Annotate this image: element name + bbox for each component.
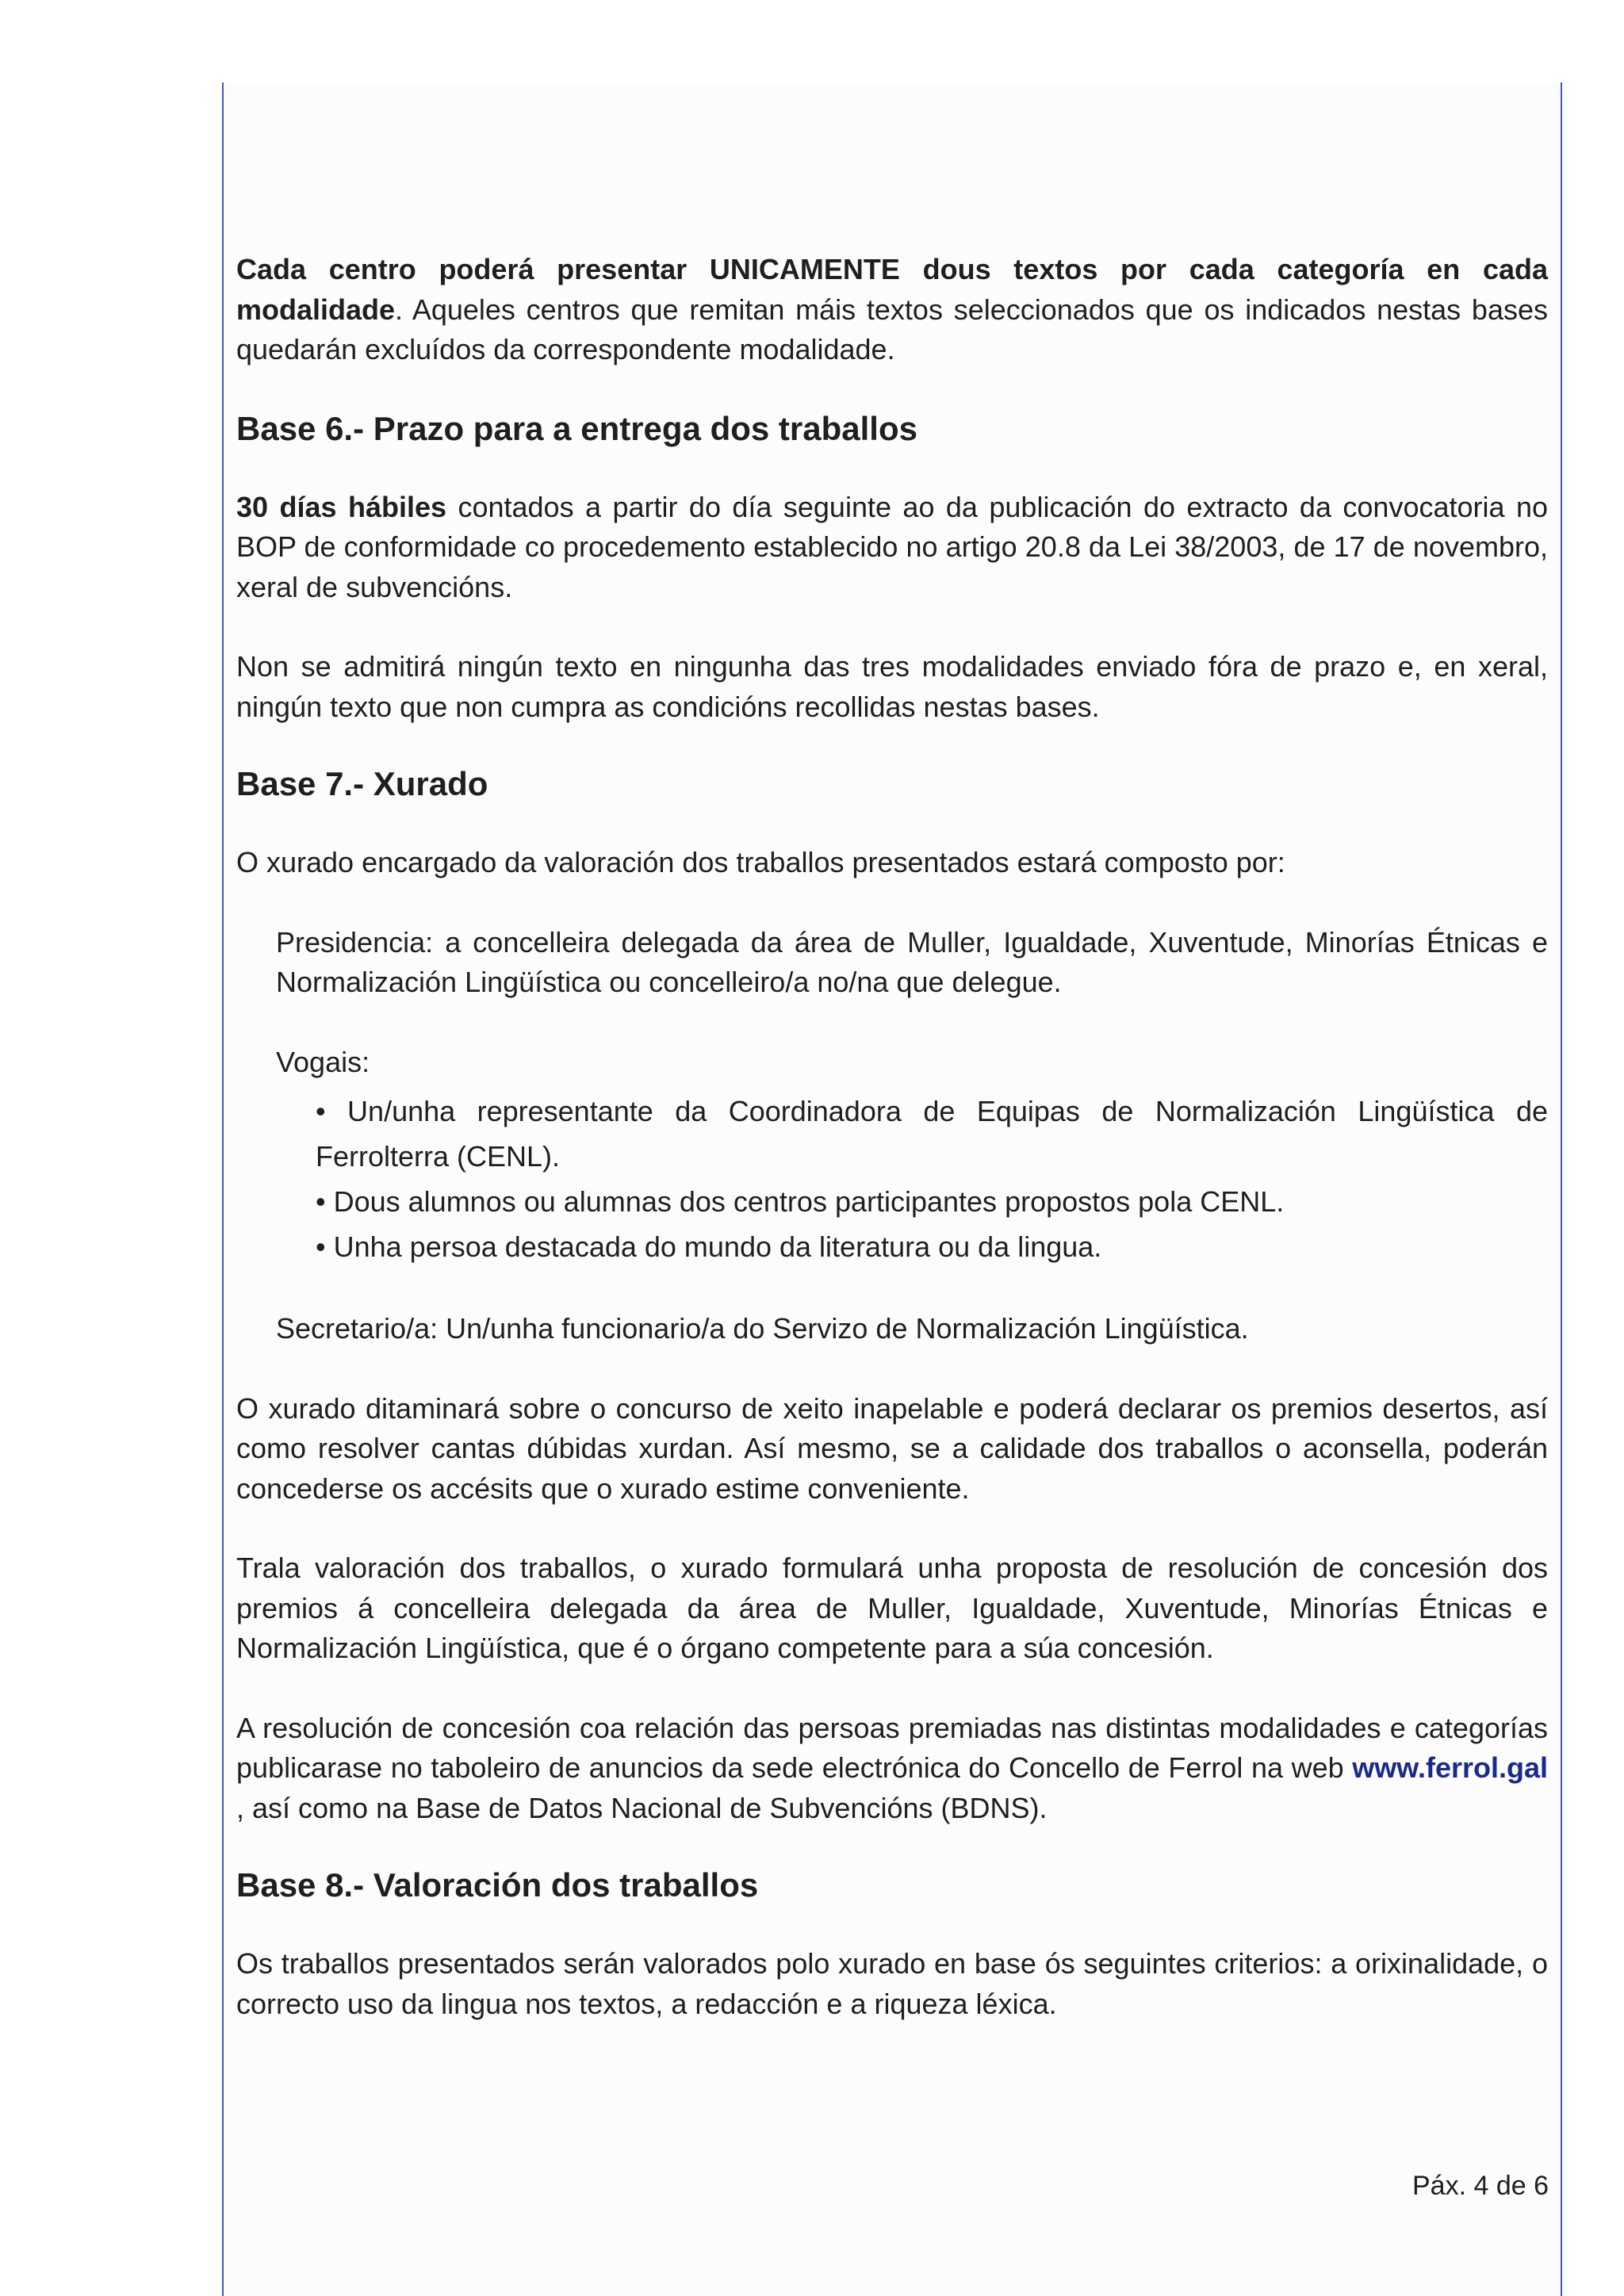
base6-p1-rest: contados a partir do día seguinte ao da publicación do extracto da convocatoria no BOP de conformidade co procedemento establecido no artigo 20.8 da Lei 38/2003, de 17 de novembro, xeral de subvencións. <box>236 490 1548 603</box>
intro-paragraph <box>236 250 1548 370</box>
ferrol-web-link[interactable]: www.ferrol.gal <box>1352 1751 1548 1784</box>
vogal-item-1: • Un/unha representante da Coordinadora de Equipas de Normalización Lingüística de Ferrolterra (CENL). <box>316 1095 1548 1173</box>
vogal-item-2: • Dous alumnos ou alumnas dos centros participantes propostos pola CENL. <box>316 1185 1285 1218</box>
base7-p4-start: A resolución de concesión coa relación das persoas premiadas nas distintas modalidades e categorías publicarase no taboleiro de anuncios da sede electrónica do Concello de Ferrol na web <box>236 1711 1548 1784</box>
base8-heading: Base 8.- Valoración dos traballos <box>236 1866 759 1904</box>
base7-heading: Base 7.- Xurado <box>236 765 488 802</box>
base6-heading: Base 6.- Prazo para a entrega dos traballos <box>236 409 917 447</box>
base7-paragraph-4 <box>236 1709 1548 1829</box>
page-number: Páx. 4 de 6 <box>1411 2171 1549 2201</box>
intro-rest: . Aqueles centros que remitan máis textos seleccionados que os indicados nestas bases quedarán excluídos da correspondente modalidade. <box>236 293 1548 365</box>
base6-deadline-bold: 30 días hábiles <box>236 490 447 523</box>
base6-paragraph-1 <box>236 488 1548 608</box>
intro-bold: Cada centro poderá presentar UNICAMENTE dous textos por cada categoría en cada modalidade <box>236 253 1548 326</box>
base8-paragraph-1: Os traballos presentados serán valorados polo xurado en base ós seguintes criterios: a orixinalidade, o correcto uso da lingua nos textos, a redacción e a riqueza léxica. <box>236 1947 1548 2020</box>
base6-paragraph-2: Non se admitirá ningún texto en ningunha das tres modalidades enviado fóra de prazo e, en xeral, ningún texto que non cumpra as condicións recollidas nestas bases. <box>236 650 1548 723</box>
base7-paragraph-1: O xurado encargado da valoración dos traballos presentados estará composto por: <box>236 846 1285 878</box>
base7-presidencia: Presidencia: a concelleira delegada da área de Muller, Igualdade, Xuventude, Minorías Étnicas e Normalización Lingüística ou concelleiro/a no/na que delegue. <box>276 925 1548 998</box>
base7-secretario: Secretario/a: Un/unha funcionario/a do Servizo de Normalización Lingüística. <box>276 1312 1249 1345</box>
base7-paragraph-2: O xurado ditaminará sobre o concurso de xeito inapelable e poderá declarar os premios desertos, así como resolver cantas dúbidas xurdan. Así mesmo, se a calidade dos traballos o aconsella, poderán concederse os accésits que o xurado estime conveniente. <box>236 1391 1548 1505</box>
base7-vogais-label: Vogais: <box>276 1045 370 1078</box>
vogais-list <box>316 1089 1548 1269</box>
vogal-item-3: • Unha persoa destacada do mundo da literatura ou da lingua. <box>316 1230 1102 1263</box>
base7-p4-end: , así como na Base de Datos Nacional de Subvencións (BDNS). <box>236 1791 1048 1824</box>
base7-paragraph-3: Trala valoración dos traballos, o xurado formulará unha proposta de resolución de concesión dos premios á concelleira delegada da área de Muller, Igualdade, Xuventude, Minorías Étnicas e Normalización Lingüística, que é o órgano competente para a súa concesión. <box>236 1552 1548 1664</box>
page-content <box>236 250 1548 2024</box>
